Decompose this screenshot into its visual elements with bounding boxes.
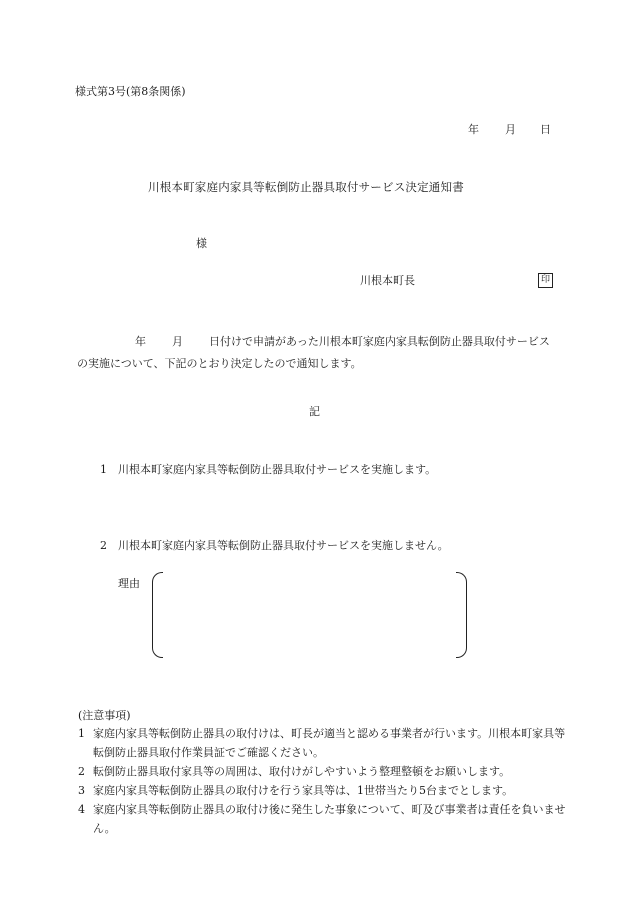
note-number: 3 <box>78 784 85 797</box>
reason-bracket-left <box>152 572 163 658</box>
seal-mark: 印 <box>538 273 553 288</box>
note-number: 2 <box>78 765 85 778</box>
note-number: 4 <box>78 803 85 816</box>
issuer-name: 川根本町長 <box>360 274 415 287</box>
date-month: 月 <box>505 123 516 136</box>
document-title: 川根本町家庭内家具等転倒防止器具取付サービス決定通知書 <box>148 180 464 194</box>
note-item <box>78 762 567 781</box>
note-text: 転倒防止器具取付家具等の周囲は、取付けがしやすいよう整理整頓をお願いします。 <box>93 765 511 778</box>
body-year: 年 <box>135 335 146 348</box>
reason-label: 理由 <box>118 577 140 590</box>
body-month: 月 <box>172 335 183 348</box>
item-text: 川根本町家庭内家具等転倒防止器具取付サービスを実施します。 <box>118 463 437 476</box>
decision-item-implement <box>100 464 436 475</box>
note-item <box>78 800 567 838</box>
item-number: 2 <box>100 539 107 552</box>
ki-heading: 記 <box>309 405 320 418</box>
form-number: 様式第3号(第8条関係) <box>75 85 186 98</box>
item-number: 1 <box>100 463 107 476</box>
addressee-suffix: 様 <box>196 237 207 250</box>
note-text: 家庭内家具等転倒防止器具の取付け後に発生した事象について、町及び事業者は責任を負いません。 <box>93 803 566 835</box>
date-year: 年 <box>468 123 479 136</box>
note-text: 家庭内家具等転倒防止器具の取付けは、町長が適当と認める事業者が行います。川根本町家具等転倒防止器具取付作業員証でご確認ください。 <box>93 727 566 759</box>
decision-item-not-implement <box>100 540 449 551</box>
note-item <box>78 724 567 762</box>
reason-bracket-right <box>456 572 467 658</box>
notes-heading: (注意事項) <box>78 709 131 722</box>
note-item <box>78 781 567 800</box>
note-number: 1 <box>78 727 85 740</box>
body-paragraph <box>77 331 552 375</box>
body-text: 日付けで申請があった川根本町家庭内家具転倒防止器具取付サービスの実施について、下記のとおり決定したので通知します。 <box>77 335 550 370</box>
date-day: 日 <box>540 123 551 136</box>
date-line <box>468 124 550 136</box>
item-text: 川根本町家庭内家具等転倒防止器具取付サービスを実施しません。 <box>118 539 449 552</box>
note-text: 家庭内家具等転倒防止器具の取付けを行う家具等は、1世帯当たり5台までとします。 <box>93 784 514 797</box>
